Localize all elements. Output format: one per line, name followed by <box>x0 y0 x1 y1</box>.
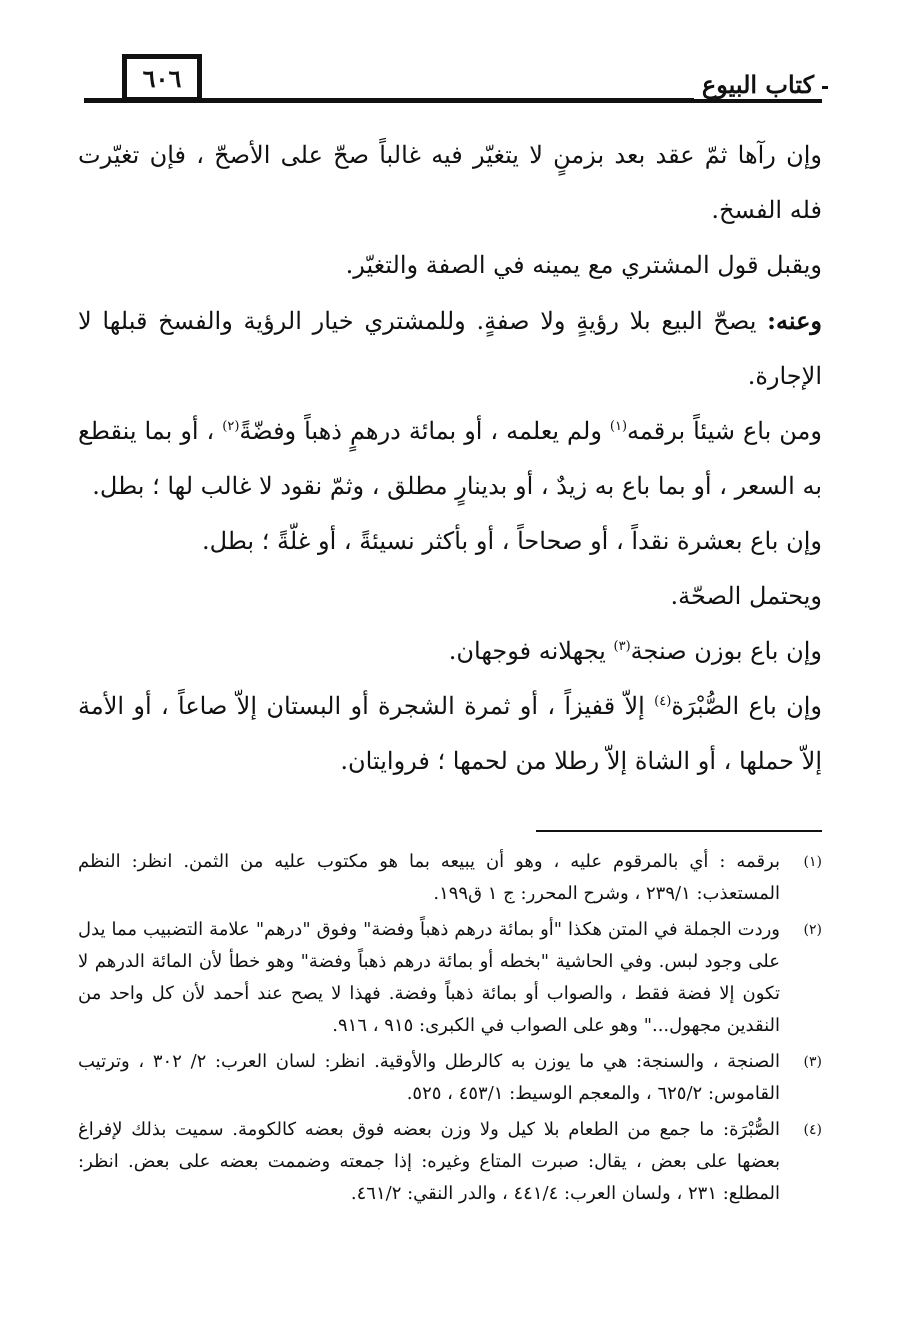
footnote-separator <box>536 830 822 832</box>
footnote-ref-2[interactable]: (٢) <box>222 419 240 434</box>
footnote-ref-1[interactable]: (١) <box>609 419 628 434</box>
paragraph-3-lead: وعنه: <box>767 306 822 335</box>
footnotes <box>78 846 822 1214</box>
paragraph-8 <box>78 679 822 789</box>
footnote-3 <box>78 1046 822 1110</box>
paragraph-5: وإن باع بعشرة نقداً ، أو صحاحاً ، أو بأكثر نسيئةً ، أو غلّةً ؛ بطل. <box>201 527 822 555</box>
footnote-2 <box>78 914 822 1042</box>
footnote-text: الصُّبْرَة: ما جمع من الطعام بلا كيل ولا وزن بعضه فوق بعضه كالكومة. سميت بذلك لإفراغ بعضها على بعض ، يقال: صبرت المتاع وغيره: إذا جمعته وضممت بعضه على بعض. انظر: المطلع: ٢٣١ ، ولسان العرب: ٤٤١/٤ ، والدر النقي: ٤٦١/٢. <box>78 1119 780 1204</box>
footnote-number: (٢) <box>803 922 822 938</box>
paragraph-2: ويقبل قول المشتري مع يمينه في الصفة والتغيّر. <box>345 251 822 279</box>
footnote-number: (٣) <box>803 1054 822 1070</box>
page-number-text: ٦٠٦ <box>142 63 182 93</box>
paragraph-3-rest: يصحّ البيع بلا رؤيةٍ ولا صفةٍ. وللمشتري خيار الرؤية والفسخ قبلها لا الإجارة. <box>78 307 822 390</box>
footnote-ref-3[interactable]: (٣) <box>613 639 631 654</box>
paragraph-8-b: إلاّ قفيزاً ، أو ثمرة الشجرة أو البستان إلاّ صاعاً ، أو الأمة إلاّ حملها ، أو الشاة إلاّ رطلا من لحمها ؛ فروايتان. <box>78 692 822 775</box>
footnote-ref-4[interactable]: (٤) <box>654 694 672 709</box>
paragraph-4-b: ولم يعلمه ، أو بمائة درهمٍ ذهباً وفضّةً <box>239 417 610 445</box>
footnote-text: وردت الجملة في المتن هكذا "أو بمائة درهم ذهباً وفضة" وفوق "درهم" علامة التضبيب مما يدل على وجود لبس. وفي الحاشية "بخطه أو بمائة درهم ذهباً وفضة" وهو خطأ لأن المائة الدرهم لا تكون إلا فضة فقط ، والصواب أو بمائة ذهباً وفضة. فهذا لا يصح عند أحمد لأن كل واحد من النقدين مجهول..." وهو على الصواب في الكبرى: ٩١٥ ، ٩١٦. <box>78 919 780 1036</box>
main-text <box>78 128 822 789</box>
footnote-4 <box>78 1114 822 1210</box>
paragraph-7-b: يجهلانه فوجهان. <box>448 637 614 665</box>
paragraph-3 <box>78 293 822 404</box>
paragraph-7 <box>78 624 822 679</box>
footnote-number: (٤) <box>803 1122 822 1138</box>
paragraph-7-a: وإن باع بوزن صنجة <box>630 637 822 665</box>
footnote-1 <box>78 846 822 910</box>
footnote-text: برقمه : أي بالمرقوم عليه ، وهو أن يبيعه بما هو مكتوب عليه من الثمن. انظر: النظم المستعذب: ٢٣٩/١ ، وشرح المحرر: ج ١ ق١٩٩. <box>78 851 780 904</box>
paragraph-4-c: ، أو بما ينقطع به السعر ، أو بما باع به زيدٌ ، أو بدينارٍ مطلق ، وثمّ نقود لا غالب لها ؛ بطل. <box>78 417 822 500</box>
footnote-number: (١) <box>803 854 822 870</box>
footnote-text: الصنجة ، والسنجة: هي ما يوزن به كالرطل والأوقية. انظر: لسان العرب: ٢/ ٣٠٢ ، وترتيب القاموس: ٦٢٥/٢ ، والمعجم الوسيط: ٤٥٣/١ ، ٥٢٥. <box>78 1051 780 1104</box>
page-number <box>122 54 202 102</box>
chapter-title: كتاب البيوع <box>694 70 822 99</box>
paragraph-4-a: ومن باع شيئاً برقمه <box>627 417 822 445</box>
paragraph-6: ويحتمل الصحّة. <box>670 582 822 610</box>
paragraph-1: وإن رآها ثمّ عقد بعد بزمنٍ لا يتغيّر فيه غالباً صحّ على الأصحّ ، فإن تغيّرت فله الفسخ. <box>78 141 822 224</box>
paragraph-8-a: وإن باع الصُّبْرَة <box>671 692 822 720</box>
paragraph-4 <box>78 404 822 514</box>
